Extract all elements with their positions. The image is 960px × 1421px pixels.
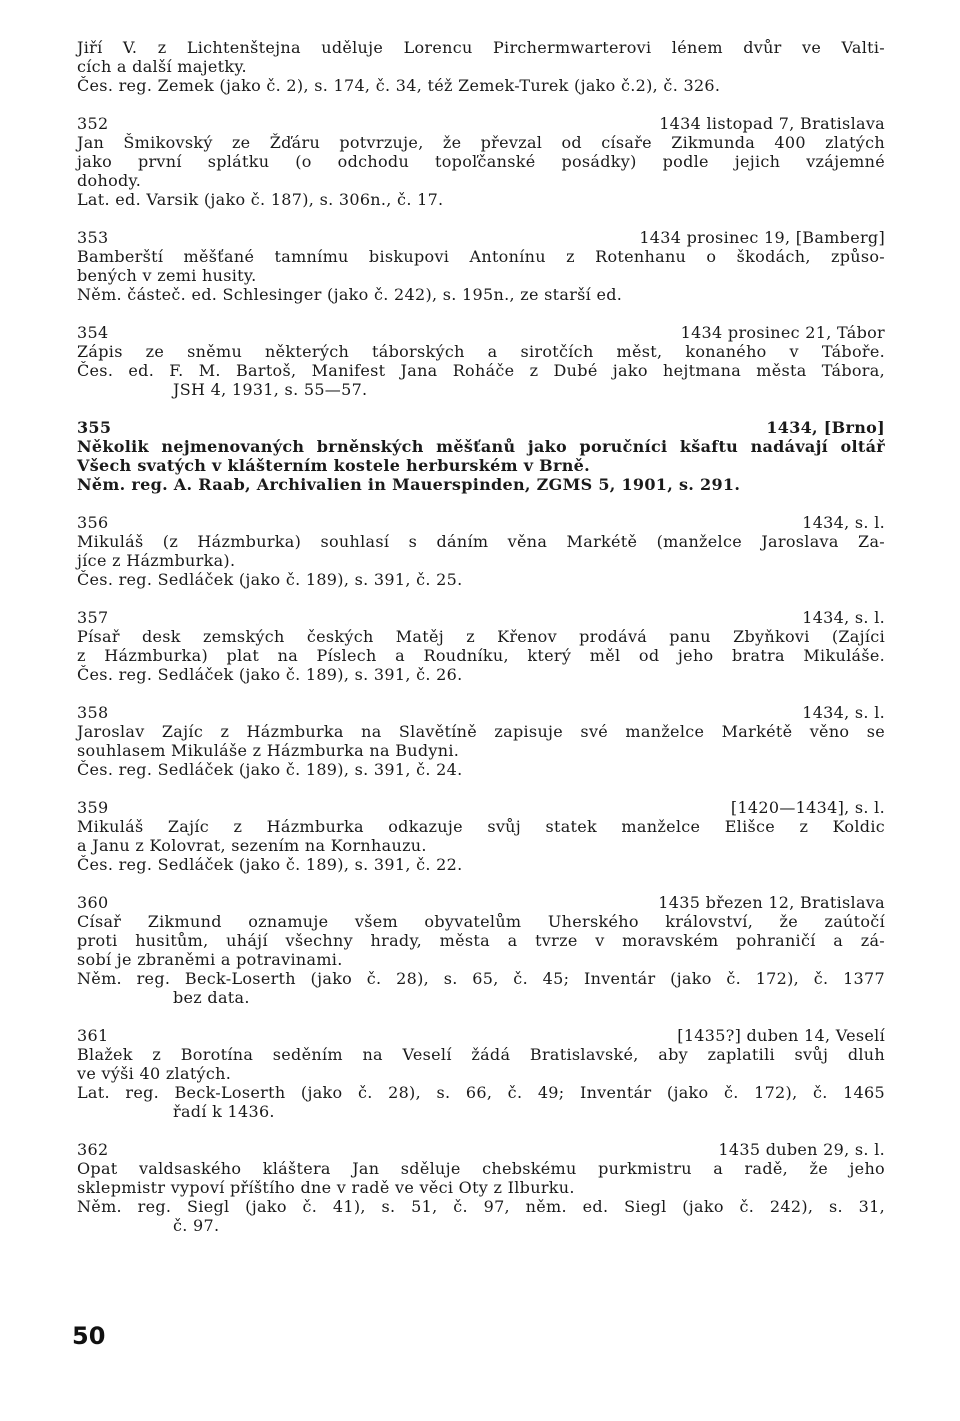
entry-text-line: Jaroslav Zajíc z Házmburka na Slavětíně zapisuje své manželce Markétě věno se bbox=[77, 722, 885, 741]
entry-text-line: sobí je zbraněmi a potravinami. bbox=[77, 950, 343, 969]
entry-text-line: Opat valdsaského kláštera Jan sděluje chebskému purkmistru a radě, že jeho bbox=[77, 1159, 885, 1178]
entry-reference: Něm. reg. Beck-Loserth (jako č. 28), s. 65, č. 45; Inventár (jako č. 172), č. 1377 bbox=[77, 969, 885, 988]
entry-date: 1434, [Brno] bbox=[766, 418, 885, 437]
intro-line-1: Jiří V. z Lichtenštejna uděluje Lorencu Pirchermwarterovi lénem dvůr ve Valti- bbox=[77, 38, 885, 57]
intro-line-2: cích a další majetky. bbox=[77, 57, 247, 76]
entry-date: 1434, s. l. bbox=[802, 513, 885, 532]
entry-text-line: ve výši 40 zlatých. bbox=[77, 1064, 232, 1083]
entry-text-line: souhlasem Mikuláše z Házmburka na Budyni. bbox=[77, 741, 460, 760]
entry-header bbox=[77, 893, 885, 912]
intro-entry-tail bbox=[77, 38, 885, 95]
entry-358 bbox=[77, 703, 885, 779]
entry-date: 1434, s. l. bbox=[802, 703, 885, 722]
entry-date: [1435?] duben 14, Veselí bbox=[677, 1026, 885, 1045]
entry-357 bbox=[77, 608, 885, 684]
entry-text-line: jíce z Házmburka). bbox=[77, 551, 236, 570]
entry-text-line: sklepmistr vypoví příštího dne v radě ve věci Oty z Ilburku. bbox=[77, 1178, 575, 1197]
entry-date: 1435 březen 12, Bratislava bbox=[658, 893, 885, 912]
entry-360 bbox=[77, 893, 885, 1007]
intro-line-3: Čes. reg. Zemek (jako č. 2), s. 174, č. 34, též Zemek-Turek (jako č.2), č. 326. bbox=[77, 76, 721, 95]
entry-text-line: Písař desk zemských českých Matěj z Křenov prodává panu Zbyňkovi (Zajíci bbox=[77, 627, 885, 646]
entry-text-line: Několik nejmenovaných brněnských měšťanů jako poručníci kšaftu nadávají oltář bbox=[77, 437, 885, 456]
entry-reference: Lat. ed. Varsik (jako č. 187), s. 306n., č. 17. bbox=[77, 190, 444, 209]
entry-reference: č. 97. bbox=[173, 1216, 220, 1235]
entry-reference: JSH 4, 1931, s. 55—57. bbox=[173, 380, 368, 399]
entry-359 bbox=[77, 798, 885, 874]
entry-text-line: proti husitům, uhájí všechny hrady, města a tvrze v moravském pohraničí a zá- bbox=[77, 931, 885, 950]
entry-header bbox=[77, 513, 885, 532]
entry-date: 1434, s. l. bbox=[802, 608, 885, 627]
entry-text-line: Císař Zikmund oznamuje všem obyvatelům Uherského království, že zaútočí bbox=[77, 912, 885, 931]
entry-362 bbox=[77, 1140, 885, 1235]
entry-reference: Něm. reg. A. Raab, Archivalien in Mauerspinden, ZGMS 5, 1901, s. 291. bbox=[77, 475, 741, 494]
entry-header bbox=[77, 323, 885, 342]
entry-reference: Lat. reg. Beck-Loserth (jako č. 28), s. 66, č. 49; Inventár (jako č. 172), č. 1465 bbox=[77, 1083, 885, 1102]
entry-number: 357 bbox=[77, 608, 109, 627]
entry-text-line: Blažek z Borotína seděním na Veselí žádá Bratislavské, aby zaplatili svůj dluh bbox=[77, 1045, 885, 1064]
entry-date: 1434 listopad 7, Bratislava bbox=[659, 114, 885, 133]
entry-352 bbox=[77, 114, 885, 209]
entry-reference: Čes. reg. Sedláček (jako č. 189), s. 391, č. 22. bbox=[77, 855, 463, 874]
entry-353 bbox=[77, 228, 885, 304]
entry-text-line: bených v zemi husity. bbox=[77, 266, 257, 285]
entry-reference: Něm. částeč. ed. Schlesinger (jako č. 242), s. 195n., ze starší ed. bbox=[77, 285, 623, 304]
entry-text-line: z Házmburka) plat na Píslech a Roudníku, který měl od jeho bratra Mikuláše. bbox=[77, 646, 885, 665]
entry-text-line: a Janu z Kolovrat, sezením na Kornhauzu. bbox=[77, 836, 427, 855]
entry-header bbox=[77, 1140, 885, 1159]
entry-number: 359 bbox=[77, 798, 109, 817]
entry-number: 353 bbox=[77, 228, 109, 247]
entry-reference: Čes. ed. F. M. Bartoš, Manifest Jana Roháče z Dubé jako hejtmana města Tábora, bbox=[77, 361, 885, 380]
entry-number: 361 bbox=[77, 1026, 109, 1045]
document-page bbox=[77, 38, 885, 1235]
entry-reference: Něm. reg. Siegl (jako č. 41), s. 51, č. 97, něm. ed. Siegl (jako č. 242), s. 31, bbox=[77, 1197, 885, 1216]
entry-356 bbox=[77, 513, 885, 589]
entry-header bbox=[77, 418, 885, 437]
entry-text-line: Zápis ze sněmu některých táborských a sirotčích měst, konaného v Táboře. bbox=[77, 342, 885, 361]
entry-reference: bez data. bbox=[173, 988, 250, 1007]
entry-date: 1434 prosinec 19, [Bamberg] bbox=[639, 228, 885, 247]
entry-number: 356 bbox=[77, 513, 109, 532]
entry-number: 358 bbox=[77, 703, 109, 722]
entry-text-line: Mikuláš (z Házmburka) souhlasí s dáním věna Markétě (manželce Jaroslava Za- bbox=[77, 532, 885, 551]
entry-361 bbox=[77, 1026, 885, 1121]
entry-number: 362 bbox=[77, 1140, 109, 1159]
entry-reference: Čes. reg. Sedláček (jako č. 189), s. 391, č. 24. bbox=[77, 760, 463, 779]
entry-text-line: Všech svatých v klášterním kostele herburském v Brně. bbox=[77, 456, 591, 475]
entry-number: 352 bbox=[77, 114, 109, 133]
page-number: 50 bbox=[72, 1322, 106, 1350]
entry-number: 354 bbox=[77, 323, 109, 342]
entry-header bbox=[77, 1026, 885, 1045]
entry-header bbox=[77, 608, 885, 627]
entry-date: [1420—1434], s. l. bbox=[730, 798, 885, 817]
entry-355 bbox=[77, 418, 885, 494]
entry-reference: Čes. reg. Sedláček (jako č. 189), s. 391, č. 25. bbox=[77, 570, 463, 589]
entry-text-line: Jan Šmikovský ze Žďáru potvrzuje, že převzal od císaře Zikmunda 400 zlatých bbox=[77, 133, 885, 152]
entry-text-line: Mikuláš Zajíc z Házmburka odkazuje svůj statek manželce Elišce z Koldic bbox=[77, 817, 885, 836]
entry-text-line: dohody. bbox=[77, 171, 142, 190]
entry-header bbox=[77, 114, 885, 133]
entry-date: 1435 duben 29, s. l. bbox=[718, 1140, 885, 1159]
entry-header bbox=[77, 798, 885, 817]
entry-354 bbox=[77, 323, 885, 399]
entry-reference: řadí k 1436. bbox=[173, 1102, 275, 1121]
entry-number: 360 bbox=[77, 893, 109, 912]
entry-text-line: Bamberští měšťané tamnímu biskupovi Antonínu z Rotenhanu o škodách, způso- bbox=[77, 247, 885, 266]
entry-header bbox=[77, 228, 885, 247]
entry-date: 1434 prosinec 21, Tábor bbox=[680, 323, 885, 342]
entry-text-line: jako první splátku (o odchodu topoľčanské posádky) podle jejich vzájemné bbox=[77, 152, 885, 171]
entry-header bbox=[77, 703, 885, 722]
entry-number: 355 bbox=[77, 418, 112, 437]
entry-reference: Čes. reg. Sedláček (jako č. 189), s. 391, č. 26. bbox=[77, 665, 463, 684]
